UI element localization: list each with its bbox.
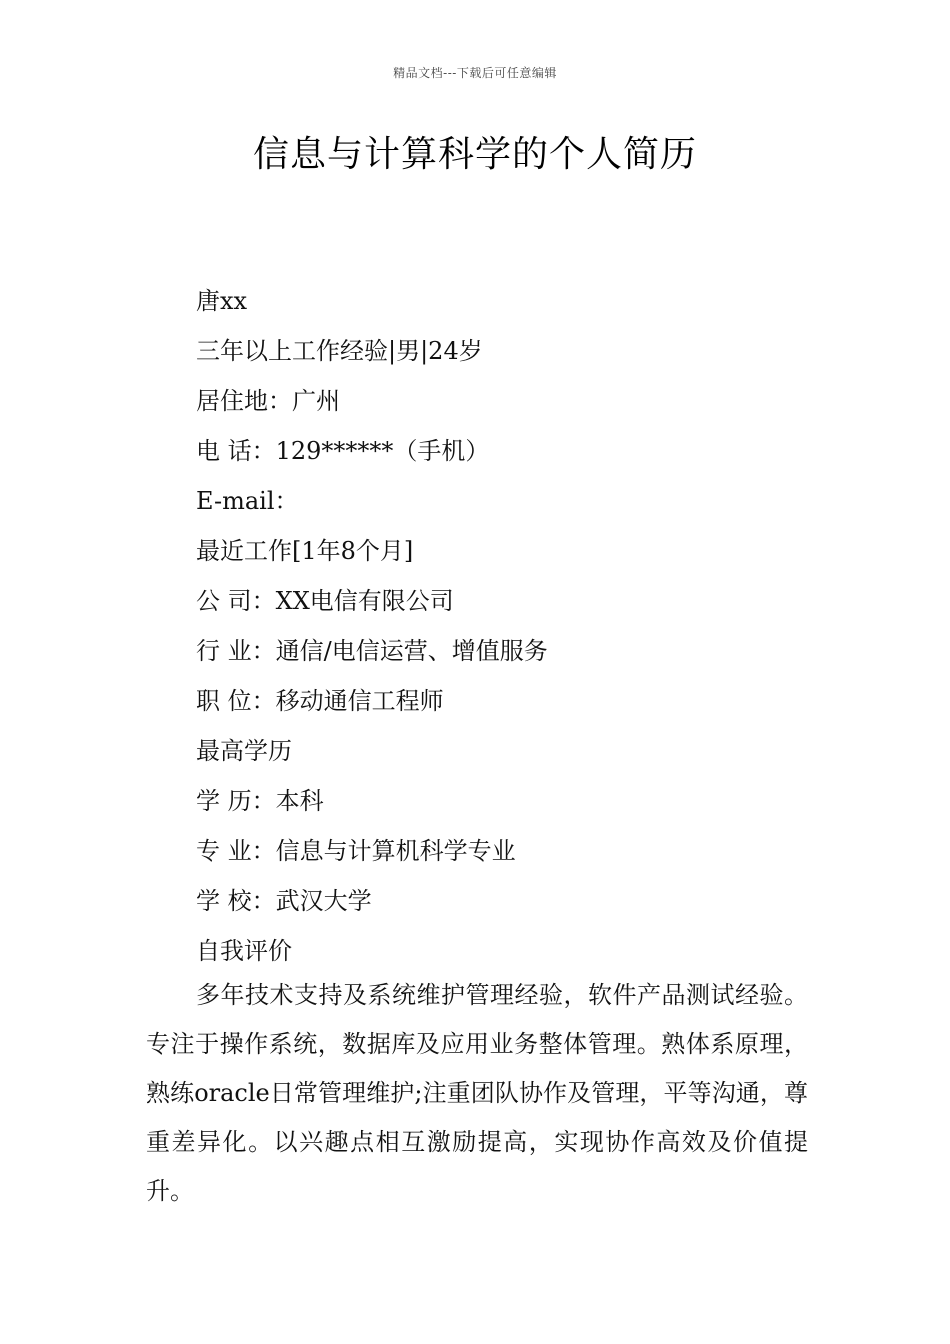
residence: 居住地：广州 [196,387,340,415]
page-header-note: 精品文档---下载后可任意编辑 [393,66,557,80]
document-title: 信息与计算科学的个人简历 [252,134,697,175]
self-evaluation-heading: 自我评价 [196,937,292,965]
degree: 学 历：本科 [196,787,324,815]
industry: 行 业：通信/电信运营、增值服务 [196,637,548,665]
recent-work-heading: 最近工作[1年8个月] [196,537,414,565]
major: 专 业：信息与计算机科学专业 [196,837,516,865]
school: 学 校：武汉大学 [196,887,372,915]
self-evaluation-paragraph: 多年技术支持及系统维护管理经验，软件产品测试经验。专注于操作系统，数据库及应用业务整体管理。熟体系原理，熟练oracle日常管理维护;注重团队协作及管理，平等沟通，尊重差异化。以兴趣点相互激励提高，实现协作高效及价值提升。 [146,981,808,1205]
experience-gender-age: 三年以上工作经验|男|24岁 [196,337,483,365]
email: E-mail： [196,487,299,515]
phone: 电 话：129******（手机） [196,437,490,465]
resume-info-list [196,276,836,976]
candidate-name: 唐xx [196,287,248,315]
position: 职 位：移动通信工程师 [196,687,444,715]
company: 公 司：XX电信有限公司 [196,587,454,615]
education-heading: 最高学历 [196,737,292,765]
